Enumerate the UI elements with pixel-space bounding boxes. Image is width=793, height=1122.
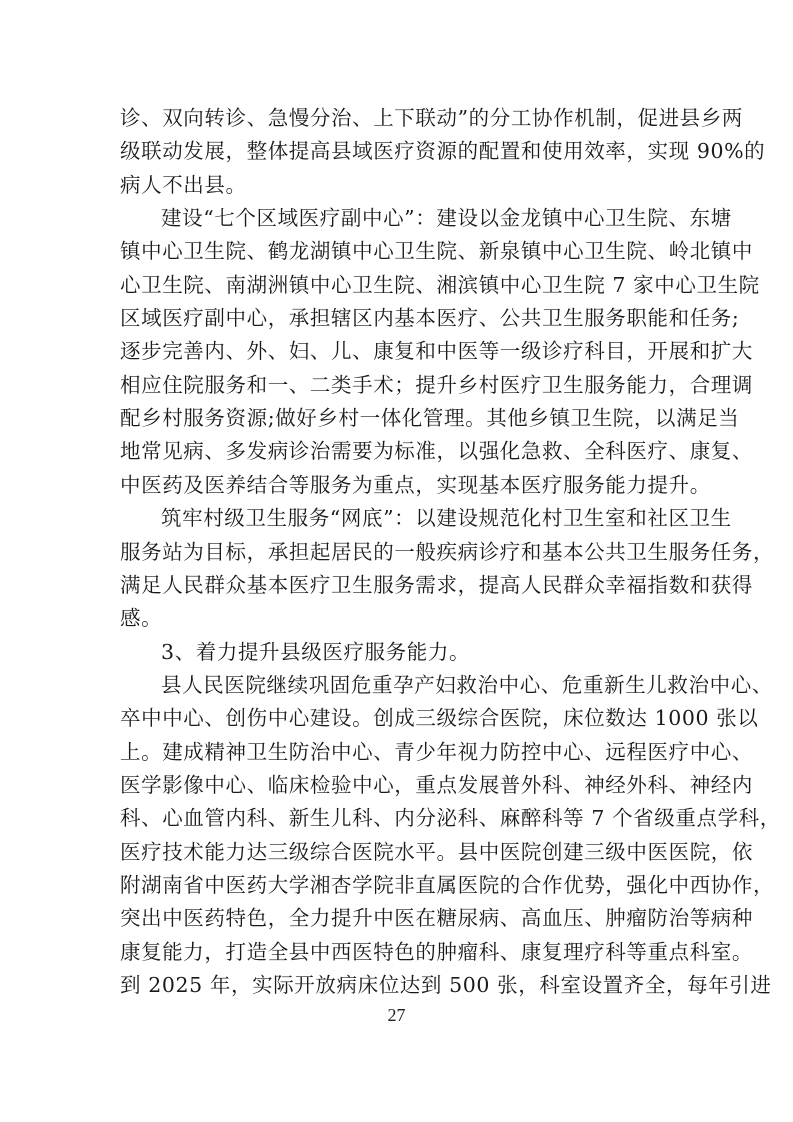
paragraph-2-line-5: 逐步完善内、外、妇、儿、康复和中医等一级诊疗科目，开展和扩大	[120, 339, 753, 363]
paragraph-4-line-8: 突出中医药特色，全力提升中医在糖尿病、高血压、肿瘤防治等病种	[120, 906, 753, 930]
paragraph-1-line-2: 级联动发展，整体提高县域医疗资源的配置和使用效率，实现 90%的	[120, 139, 766, 163]
paragraph-4-line-5: 科、心血管内科、新生儿科、内分泌科、麻醉科等 7 个省级重点学科，	[120, 806, 781, 830]
paragraph-2-line-1: 建设“七个区域医疗副中心”：建设以金龙镇中心卫生院、东塘	[161, 206, 732, 230]
paragraph-4-line-6: 医疗技术能力达三级综合医院水平。县中医院创建三级中医医院，依	[120, 840, 753, 864]
paragraph-1-line-1: 诊、双向转诊、急慢分治、上下联动”的分工协作机制，促进县乡两	[120, 106, 743, 130]
paragraph-1-line-3: 病人不出县。	[120, 173, 247, 197]
paragraph-2-line-4: 区域医疗副中心，承担辖区内基本医疗、公共卫生服务职能和任务;	[120, 306, 740, 330]
paragraph-2-line-3: 心卫生院、南湖洲镇中心卫生院、湘滨镇中心卫生院 7 家中心卫生院	[120, 273, 760, 297]
paragraph-2-line-8: 地常见病、多发病诊治需要为标准，以强化急救、全科医疗、康复、	[120, 439, 753, 463]
paragraph-4-line-4: 医学影像中心、临床检验中心，重点发展普外科、神经外科、神经内	[120, 773, 753, 797]
page-number: 27	[387, 1005, 406, 1025]
paragraph-3-line-3: 满足人民群众基本医疗卫生服务需求，提高人民群众幸福指数和获得	[120, 573, 753, 597]
paragraph-2-line-7: 配乡村服务资源;做好乡村一体化管理。其他乡镇卫生院，以满足当	[120, 406, 740, 430]
paragraph-2-line-6: 相应住院服务和一、二类手术；提升乡村医疗卫生服务能力，合理调	[120, 373, 753, 397]
paragraph-4-line-3: 上。建成精神卫生防治中心、青少年视力防控中心、远程医疗中心、	[120, 740, 753, 764]
paragraph-3-line-4: 感。	[120, 606, 163, 630]
paragraph-3-line-2: 服务站为目标，承担起居民的一般疾病诊疗和基本公共卫生服务任务，	[120, 540, 775, 564]
paragraph-4-line-2: 卒中中心、创伤中心建设。创成三级综合医院，床位数达 1000 张以	[120, 706, 759, 730]
paragraph-4-line-1: 县人民医院继续巩固危重孕产妇救治中心、危重新生儿救治中心、	[161, 673, 773, 697]
paragraph-4-line-10: 到 2025 年，实际开放病床位达到 500 张，科室设置齐全，每年引进	[120, 973, 772, 997]
paragraph-2-line-9: 中医药及医养结合等服务为重点，实现基本医疗服务能力提升。	[120, 473, 711, 497]
paragraph-2-line-2: 镇中心卫生院、鹤龙湖镇中心卫生院、新泉镇中心卫生院、岭北镇中	[120, 239, 753, 263]
section-heading: 3、着力提升县级医疗服务能力。	[161, 640, 471, 664]
paragraph-4-line-7: 附湖南省中医药大学湘杏学院非直属医院的合作优势，强化中西协作，	[120, 873, 775, 897]
paragraph-3-line-1: 筑牢村级卫生服务“网底”：以建设规范化村卫生室和社区卫生	[161, 506, 732, 530]
paragraph-4-line-9: 康复能力，打造全县中西医特色的肿瘤科、康复理疗科等重点科室。	[120, 940, 753, 964]
